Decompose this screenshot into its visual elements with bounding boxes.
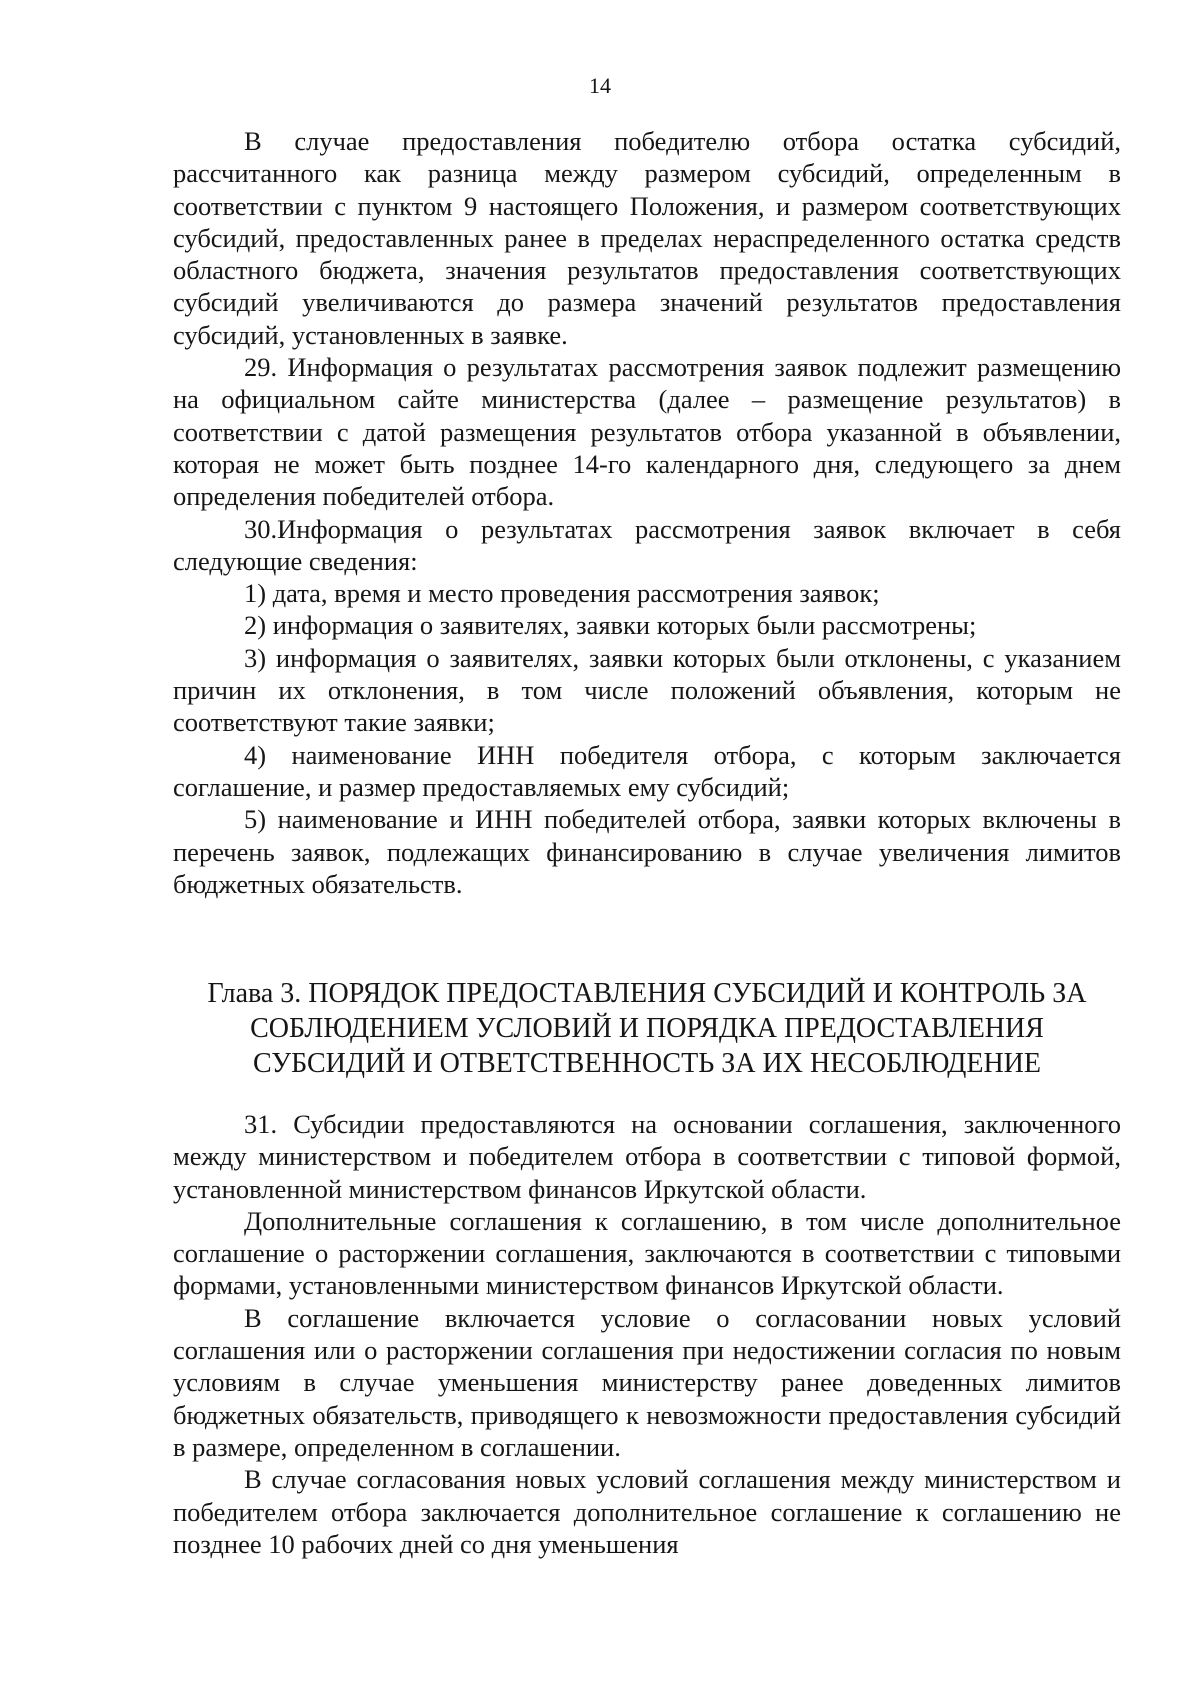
list-item-5: 5) наименование и ИНН победителей отбора, заявки которых включены в перечень заявок, подлежащих финансированию в случае увеличения лимитов бюджетных обязательств. bbox=[173, 804, 1121, 899]
paragraph-29: 29. Информация о результатах рассмотрения заявок подлежит размещению на официальном сайте министерства (далее – размещение результатов) в соответствии с датой размещения результатов отбора указанной в объявлении, которая не может быть позднее 14-го календарного дня, следующего за днем определения победителей отбора. bbox=[173, 352, 1121, 512]
text-block-results bbox=[173, 125, 1121, 900]
chapter-heading-line-2: СОБЛЮДЕНИЕМ УСЛОВИЙ И ПОРЯДКА ПРЕДОСТАВЛЕНИЯ bbox=[250, 1013, 1044, 1044]
paragraph-30: 30.Информация о результатах рассмотрения заявок включает в себя следующие сведения: bbox=[173, 513, 1121, 576]
list-item-3: 3) информация о заявителях, заявки которых были отклонены, с указанием причин их отклонения, в том числе положений объявления, которым не соответствуют такие заявки; bbox=[173, 642, 1121, 738]
paragraph-31: 31. Субсидии предоставляются на основании соглашения, заключенного между министерством и победителем отбора в соответствии с типовой формой, установленной министерством финансов Иркутской области. bbox=[173, 1109, 1121, 1204]
chapter-3-heading bbox=[173, 976, 1121, 1081]
list-item-1: 1) дата, время и место проведения рассмотрения заявок; bbox=[244, 578, 880, 609]
chapter-heading-line-1: Глава 3. ПОРЯДОК ПРЕДОСТАВЛЕНИЯ СУБСИДИЙ И КОНТРОЛЬ ЗА bbox=[207, 978, 1087, 1009]
paragraph-agreement-condition: В соглашение включается условие о согласовании новых условий соглашения или о расторжении соглашения при недостижении согласия по новым условиям в случае уменьшения министерству ранее доведенных лимитов бюджетных обязательств, приводящего к невозможности предоставления субсидий в размере, определенном в соглашении. bbox=[173, 1302, 1121, 1462]
paragraph-additional-agreements: Дополнительные соглашения к соглашению, в том числе дополнительное соглашение о расторжении соглашения, заключаются в соответствии с типовыми формами, установленными министерством финансов Иркутской области. bbox=[173, 1205, 1121, 1301]
list-item-4: 4) наименование ИНН победителя отбора, с которым заключается соглашение, и размер предоставляемых ему субсидий; bbox=[173, 739, 1121, 802]
paragraph-new-conditions: В случае согласования новых условий соглашения между министерством и победителем отбора заключается дополнительное соглашение к соглашению не позднее 10 рабочих дней со дня уменьшения bbox=[173, 1464, 1121, 1559]
list-item-2: 2) информация о заявителях, заявки которых были рассмотрены; bbox=[244, 610, 977, 641]
chapter-heading-line-3: СУБСИДИЙ И ОТВЕТСТВЕННОСТЬ ЗА ИХ НЕСОБЛЮДЕНИЕ bbox=[252, 1048, 1041, 1079]
text-block-chapter-3 bbox=[173, 1108, 1121, 1560]
paragraph-remainder-subsidy: В случае предоставления победителю отбора остатка субсидий, рассчитанного как разница между размером субсидий, определенным в соответствии с пунктом 9 настоящего Положения, и размером соответствующих субсидий, предоставленных ранее в пределах нераспределенного остатка средств областного бюджета, значения результатов предоставления соответствующих субсидий увеличиваются до размера значений результатов предоставления субсидий, установленных в заявке. bbox=[173, 126, 1121, 350]
page-number: 14 bbox=[589, 73, 611, 98]
